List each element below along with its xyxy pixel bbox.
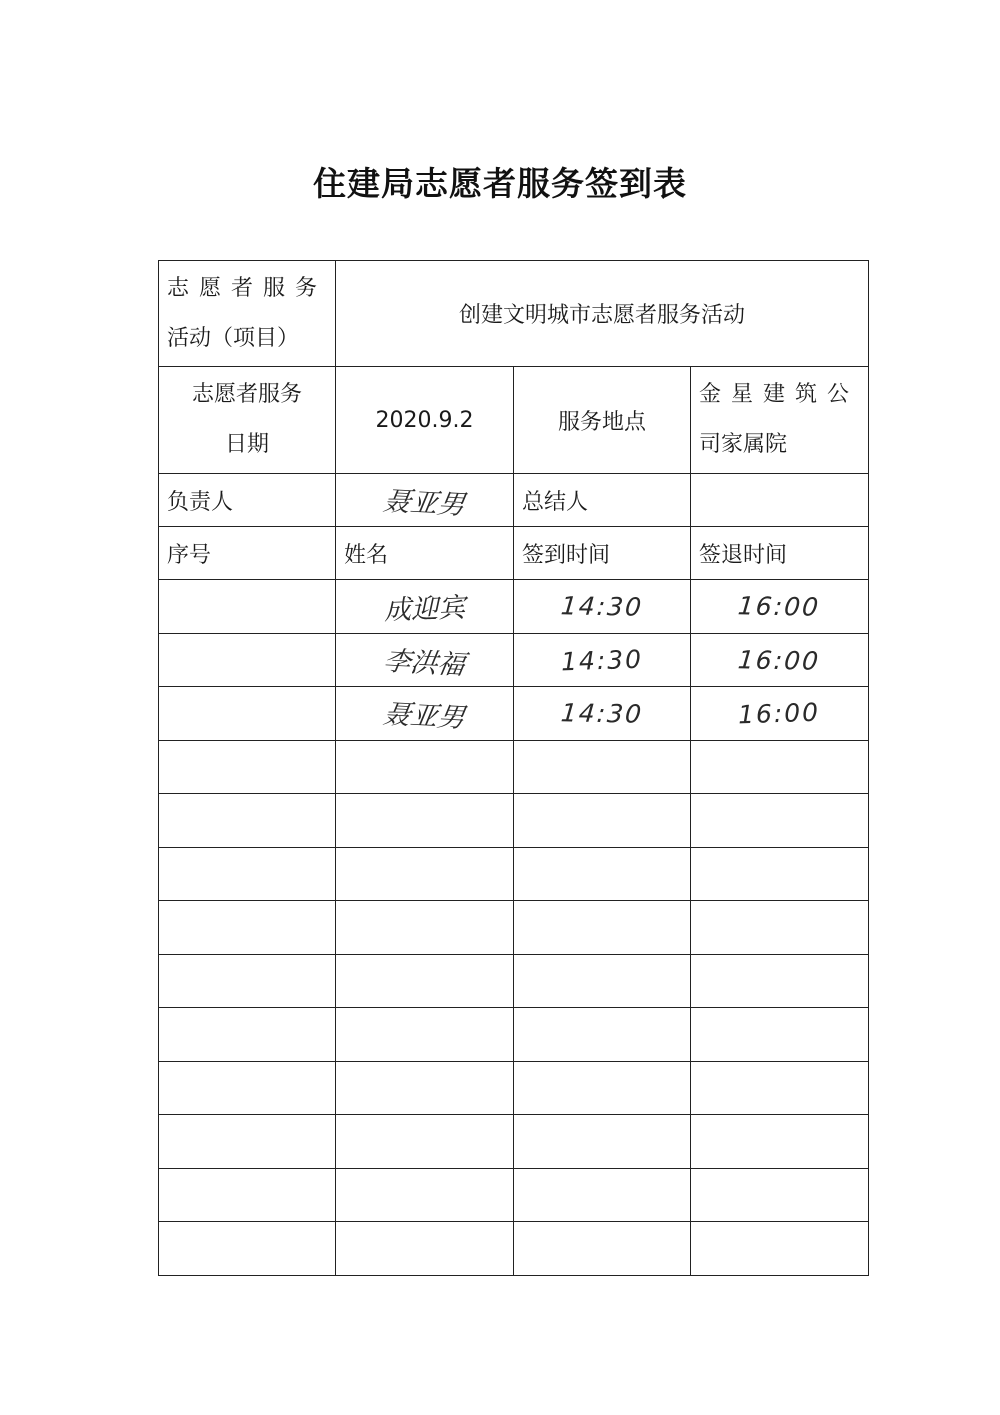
row-name — [336, 955, 514, 1008]
row-no — [159, 1169, 336, 1222]
row-sign-in-cell — [514, 634, 691, 687]
row-no — [159, 1115, 336, 1169]
row-sign-out — [691, 1222, 869, 1276]
summarizer-label: 总结人 — [514, 474, 691, 527]
table-row — [159, 1008, 869, 1062]
row-name-cell — [336, 580, 514, 634]
location-value-cell — [691, 367, 869, 474]
row-name-cell — [336, 687, 514, 741]
row-no — [159, 1222, 336, 1276]
activity-label-line2: 活动（项目） — [167, 325, 300, 351]
row-name — [336, 741, 514, 794]
row-sign-in — [514, 1115, 691, 1169]
row-no — [159, 955, 336, 1008]
row-sign-in — [514, 1062, 691, 1115]
leader-signature: 聂亚男 — [381, 485, 467, 521]
row-sign-in — [514, 741, 691, 794]
people-row — [159, 474, 869, 527]
row-name-cell — [336, 634, 514, 687]
activity-row — [159, 261, 869, 367]
activity-label-cell — [159, 261, 336, 367]
table-row — [159, 1222, 869, 1276]
row-sign-out: 16:00 — [737, 644, 822, 676]
date-value: 2020.9.2 — [336, 367, 514, 474]
row-name — [336, 901, 514, 955]
leader-label: 负责人 — [159, 474, 336, 527]
table-row — [159, 955, 869, 1008]
column-header-row — [159, 527, 869, 580]
row-sign-in — [514, 1008, 691, 1062]
activity-label-line1: 志愿者服务 — [167, 275, 328, 301]
row-sign-in: 14:30 — [560, 644, 644, 676]
row-sign-out — [691, 901, 869, 955]
row-no — [159, 634, 336, 687]
row-sign-out-cell — [691, 580, 869, 634]
row-sign-out — [691, 1169, 869, 1222]
row-sign-in: 14:30 — [559, 698, 645, 729]
row-sign-in-cell — [514, 687, 691, 741]
row-sign-out: 16:00 — [737, 591, 822, 622]
row-sign-in — [514, 955, 691, 1008]
summarizer-value — [691, 474, 869, 527]
column-header-name: 姓名 — [336, 527, 514, 580]
row-sign-out — [691, 1115, 869, 1169]
date-label-cell — [159, 367, 336, 474]
row-name-signature: 聂亚男 — [381, 698, 467, 734]
activity-value: 创建文明城市志愿者服务活动 — [336, 261, 869, 367]
row-name — [336, 1008, 514, 1062]
row-no — [159, 1062, 336, 1115]
row-sign-in — [514, 794, 691, 848]
row-no — [159, 741, 336, 794]
date-label-line1: 志愿者服务 — [191, 382, 302, 407]
table-row — [159, 634, 869, 687]
row-no — [159, 794, 336, 848]
column-header-sign-in: 签到时间 — [514, 527, 691, 580]
table-row — [159, 741, 869, 794]
table-row — [159, 794, 869, 848]
table-row — [159, 1115, 869, 1169]
sign-in-table — [158, 260, 869, 1276]
location-line1: 金星建筑公 — [699, 382, 860, 407]
date-label-line2: 日期 — [224, 432, 269, 457]
form-title: 住建局志愿者服务签到表 — [313, 164, 687, 203]
row-sign-out — [691, 1008, 869, 1062]
column-header-sign-out: 签退时间 — [691, 527, 869, 580]
column-header-no: 序号 — [159, 527, 336, 580]
table-row — [159, 848, 869, 901]
table-row — [159, 901, 869, 955]
row-sign-in-cell — [514, 580, 691, 634]
row-sign-out-cell — [691, 634, 869, 687]
row-name-signature: 成迎宾 — [383, 592, 466, 627]
row-sign-in — [514, 901, 691, 955]
row-sign-in — [514, 1222, 691, 1276]
row-sign-out — [691, 794, 869, 848]
date-row — [159, 367, 869, 474]
row-sign-out — [691, 848, 869, 901]
row-no — [159, 687, 336, 741]
row-sign-out: 16:00 — [737, 697, 821, 730]
row-sign-out — [691, 1062, 869, 1115]
row-name — [336, 848, 514, 901]
row-no — [159, 580, 336, 634]
row-sign-out-cell — [691, 687, 869, 741]
row-sign-in: 14:30 — [559, 591, 645, 622]
row-name — [336, 1115, 514, 1169]
table-row — [159, 687, 869, 741]
row-sign-in — [514, 1169, 691, 1222]
row-name — [336, 794, 514, 848]
row-name — [336, 1062, 514, 1115]
row-sign-out — [691, 741, 869, 794]
row-name — [336, 1169, 514, 1222]
row-sign-in — [514, 848, 691, 901]
row-sign-out — [691, 955, 869, 1008]
location-label: 服务地点 — [514, 367, 691, 474]
table-row — [159, 1169, 869, 1222]
row-no — [159, 901, 336, 955]
table-row — [159, 1062, 869, 1115]
row-no — [159, 1008, 336, 1062]
row-name-signature: 李洪福 — [381, 645, 467, 681]
row-name — [336, 1222, 514, 1276]
location-line2: 司家属院 — [699, 432, 788, 457]
table-row — [159, 580, 869, 634]
row-no — [159, 848, 336, 901]
leader-signature-cell — [336, 474, 514, 527]
